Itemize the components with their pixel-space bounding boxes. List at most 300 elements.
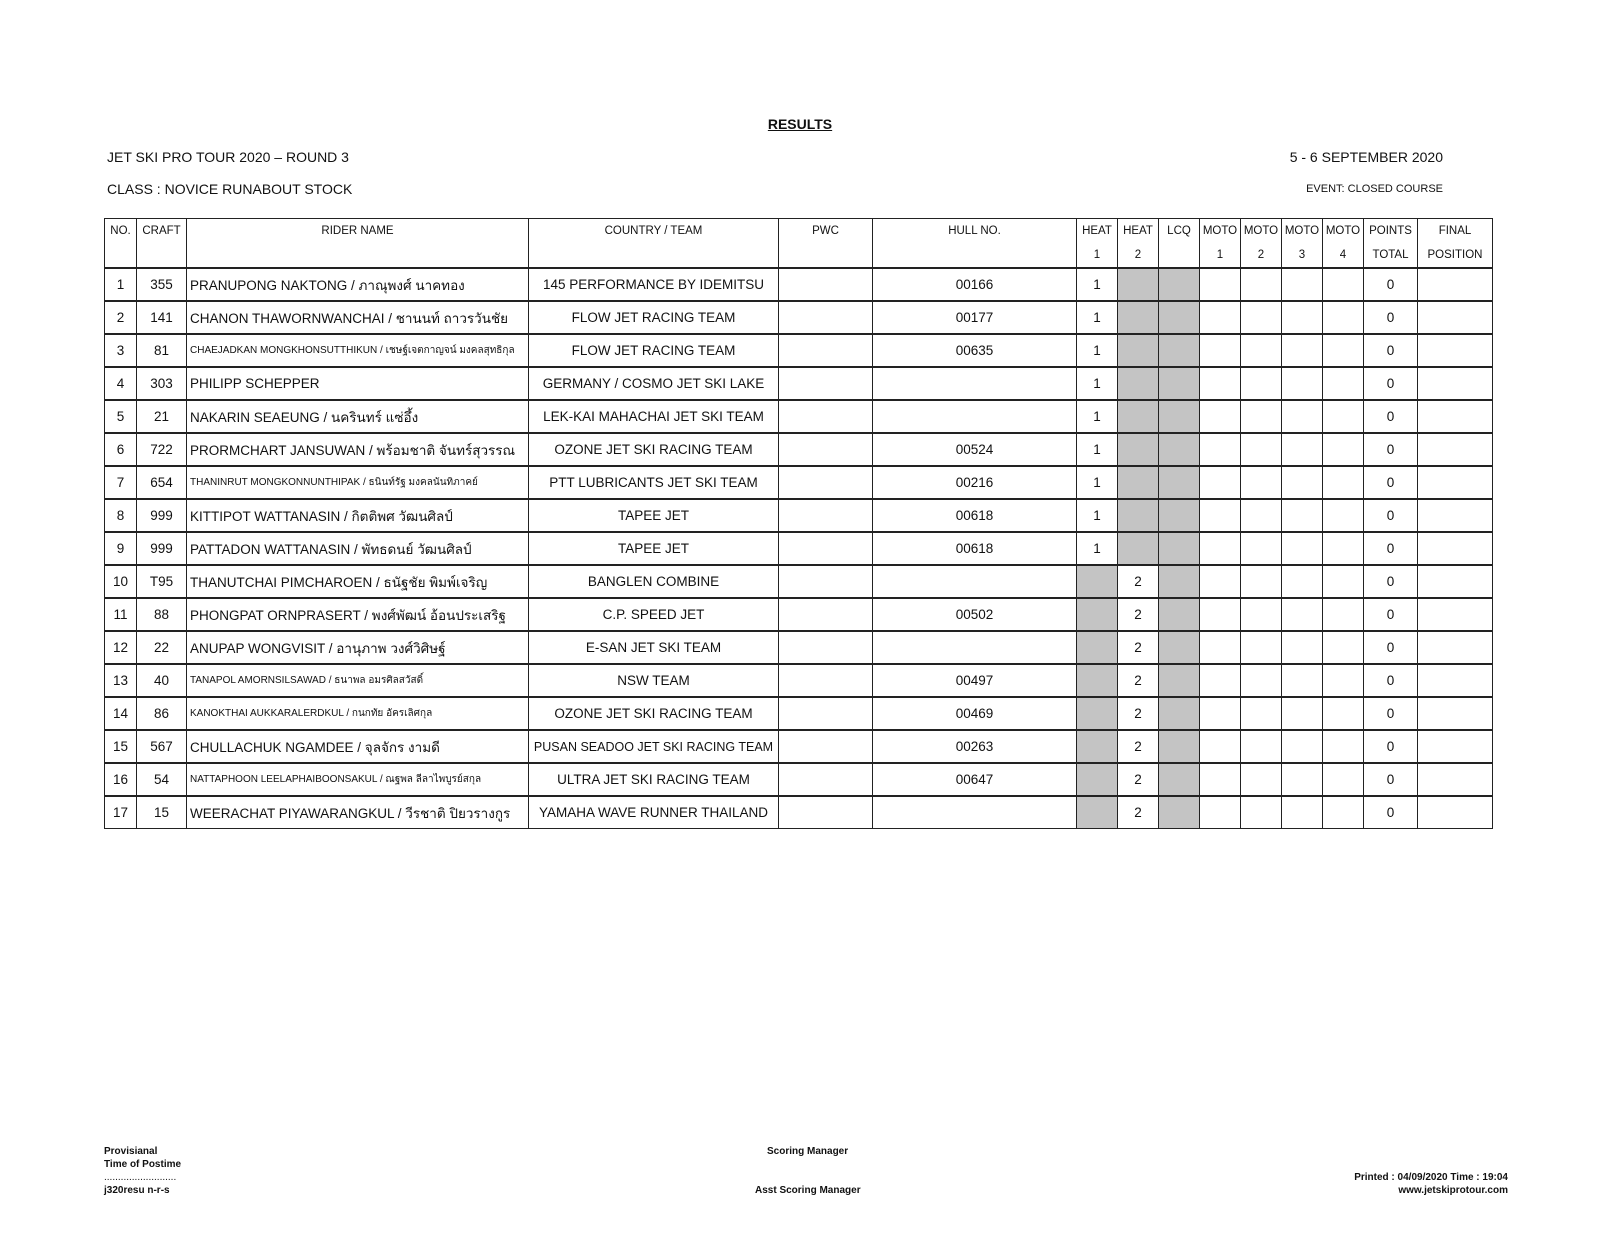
cell-pwc [779, 334, 873, 367]
cell-craft: 81 [137, 334, 187, 367]
cell-heat2 [1118, 433, 1159, 466]
cell-heat1: 1 [1077, 301, 1118, 334]
col-moto2: MOTO [1241, 219, 1282, 244]
cell-moto1 [1200, 400, 1241, 433]
col-lcq: LCQ [1159, 219, 1200, 244]
table-row [105, 268, 1493, 301]
cell-moto1 [1200, 631, 1241, 664]
cell-pwc [779, 400, 873, 433]
cell-heat2 [1118, 466, 1159, 499]
cell-moto1 [1200, 664, 1241, 697]
cell-heat1 [1077, 631, 1118, 664]
cell-final [1418, 763, 1493, 796]
cell-moto4 [1323, 433, 1364, 466]
col-hull: HULL NO. [873, 219, 1077, 244]
cell-points: 0 [1364, 664, 1418, 697]
cell-rider: THANINRUT MONGKONNUNTHIPAK / ธนินท์รัฐ มงคลนันทิภาคย์ [187, 466, 529, 499]
cell-pwc [779, 664, 873, 697]
cell-hull: 00524 [873, 433, 1077, 466]
cell-rider: KANOKTHAI AUKKARALERDKUL / กนกทัย อัครเลิศกุล [187, 697, 529, 730]
cell-rider: PATTADON WATTANASIN / พัทธดนย์ วัฒนศิลป์ [187, 532, 529, 565]
cell-team: BANGLEN COMBINE [529, 565, 779, 598]
table-row [105, 532, 1493, 565]
cell-moto2 [1241, 598, 1282, 631]
cell-hull: 00263 [873, 730, 1077, 763]
cell-final [1418, 466, 1493, 499]
cell-moto2 [1241, 763, 1282, 796]
cell-rider: TANAPOL AMORNSILSAWAD / ธนาพล อมรศิลสวัสดิ์ [187, 664, 529, 697]
cell-final [1418, 631, 1493, 664]
cell-hull: 00469 [873, 697, 1077, 730]
footer-provisional: Provisianal [104, 1146, 158, 1157]
cell-moto4 [1323, 697, 1364, 730]
cell-moto2 [1241, 499, 1282, 532]
cell-pwc [779, 631, 873, 664]
col-moto1-sub: 1 [1200, 243, 1241, 268]
cell-no: 9 [105, 532, 137, 565]
cell-moto1 [1200, 367, 1241, 400]
cell-craft: 355 [137, 268, 187, 301]
cell-craft: T95 [137, 565, 187, 598]
cell-pwc [779, 466, 873, 499]
cell-moto4 [1323, 565, 1364, 598]
cell-points: 0 [1364, 697, 1418, 730]
cell-points: 0 [1364, 268, 1418, 301]
event-date: 5 - 6 SEPTEMBER 2020 [1289, 149, 1443, 165]
cell-moto2 [1241, 796, 1282, 829]
cell-heat1: 1 [1077, 334, 1118, 367]
cell-rider: ANUPAP WONGVISIT / อานุภาพ วงศ์วิศิษฐ์ [187, 631, 529, 664]
col-final-sub: POSITION [1418, 243, 1493, 268]
cell-craft: 86 [137, 697, 187, 730]
cell-points: 0 [1364, 532, 1418, 565]
cell-moto4 [1323, 400, 1364, 433]
cell-moto4 [1323, 631, 1364, 664]
cell-points: 0 [1364, 796, 1418, 829]
cell-pwc [779, 697, 873, 730]
cell-points: 0 [1364, 565, 1418, 598]
cell-team: FLOW JET RACING TEAM [529, 334, 779, 367]
cell-moto4 [1323, 532, 1364, 565]
cell-heat2: 2 [1118, 598, 1159, 631]
cell-moto2 [1241, 400, 1282, 433]
cell-points: 0 [1364, 334, 1418, 367]
cell-moto3 [1282, 301, 1323, 334]
cell-hull: 00647 [873, 763, 1077, 796]
col-moto3-sub: 3 [1282, 243, 1323, 268]
table-row [105, 565, 1493, 598]
cell-final [1418, 334, 1493, 367]
cell-craft: 88 [137, 598, 187, 631]
cell-team: GERMANY / COSMO JET SKI LAKE [529, 367, 779, 400]
cell-no: 5 [105, 400, 137, 433]
cell-points: 0 [1364, 499, 1418, 532]
cell-heat2: 2 [1118, 697, 1159, 730]
event-name: JET SKI PRO TOUR 2020 – ROUND 3 [107, 149, 349, 165]
cell-team: OZONE JET SKI RACING TEAM [529, 697, 779, 730]
cell-pwc [779, 268, 873, 301]
cell-moto3 [1282, 334, 1323, 367]
table-row [105, 334, 1493, 367]
cell-moto1 [1200, 532, 1241, 565]
cell-team: OZONE JET SKI RACING TEAM [529, 433, 779, 466]
col-moto3: MOTO [1282, 219, 1323, 244]
cell-lcq [1159, 466, 1200, 499]
cell-moto2 [1241, 664, 1282, 697]
cell-moto1 [1200, 796, 1241, 829]
cell-team: 145 PERFORMANCE BY IDEMITSU [529, 268, 779, 301]
cell-pwc [779, 763, 873, 796]
cell-pwc [779, 301, 873, 334]
cell-moto4 [1323, 763, 1364, 796]
cell-final [1418, 301, 1493, 334]
cell-hull: 00635 [873, 334, 1077, 367]
cell-final [1418, 367, 1493, 400]
cell-points: 0 [1364, 631, 1418, 664]
cell-moto1 [1200, 499, 1241, 532]
cell-hull: 00166 [873, 268, 1077, 301]
cell-moto3 [1282, 400, 1323, 433]
cell-points: 0 [1364, 598, 1418, 631]
cell-craft: 567 [137, 730, 187, 763]
table-row [105, 763, 1493, 796]
footer-code: j320resu n-r-s [104, 1185, 170, 1196]
cell-points: 0 [1364, 400, 1418, 433]
cell-team: PTT LUBRICANTS JET SKI TEAM [529, 466, 779, 499]
cell-rider: CHAEJADKAN MONGKHONSUTTHIKUN / เชษฐ์เจตกาญจน์ มงคลสุทธิกุล [187, 334, 529, 367]
cell-points: 0 [1364, 367, 1418, 400]
document-title: RESULTS [767, 116, 833, 132]
cell-moto4 [1323, 730, 1364, 763]
cell-rider: WEERACHAT PIYAWARANGKUL / วีรชาติ ปิยวรางกูร [187, 796, 529, 829]
col-points-sub: TOTAL [1364, 243, 1418, 268]
cell-moto1 [1200, 730, 1241, 763]
cell-craft: 999 [137, 532, 187, 565]
table-row [105, 730, 1493, 763]
cell-craft: 303 [137, 367, 187, 400]
cell-hull [873, 367, 1077, 400]
cell-hull [873, 631, 1077, 664]
col-heat2-sub: 2 [1118, 243, 1159, 268]
cell-pwc [779, 565, 873, 598]
footer-asst-scoring-manager: Asst Scoring Manager [755, 1185, 861, 1196]
cell-rider: PRANUPONG NAKTONG / ภาณุพงศ์ นาคทอง [187, 268, 529, 301]
cell-heat2 [1118, 301, 1159, 334]
cell-moto2 [1241, 268, 1282, 301]
cell-pwc [779, 598, 873, 631]
cell-moto2 [1241, 466, 1282, 499]
cell-moto3 [1282, 598, 1323, 631]
cell-final [1418, 532, 1493, 565]
cell-hull [873, 400, 1077, 433]
cell-moto4 [1323, 268, 1364, 301]
cell-heat1 [1077, 763, 1118, 796]
cell-no: 3 [105, 334, 137, 367]
cell-moto3 [1282, 367, 1323, 400]
cell-hull [873, 565, 1077, 598]
cell-lcq [1159, 664, 1200, 697]
cell-team: C.P. SPEED JET [529, 598, 779, 631]
cell-hull [873, 796, 1077, 829]
cell-rider: NAKARIN SEAEUNG / นครินทร์ แซ่อึ้ง [187, 400, 529, 433]
cell-moto4 [1323, 796, 1364, 829]
cell-hull: 00497 [873, 664, 1077, 697]
cell-heat1 [1077, 730, 1118, 763]
cell-no: 11 [105, 598, 137, 631]
cell-moto4 [1323, 367, 1364, 400]
cell-heat1: 1 [1077, 400, 1118, 433]
table-row [105, 598, 1493, 631]
footer-website: www.jetskiprotour.com [1398, 1185, 1508, 1196]
col-no: NO. [105, 219, 137, 244]
cell-moto3 [1282, 796, 1323, 829]
cell-moto1 [1200, 334, 1241, 367]
footer-scoring-manager: Scoring Manager [767, 1146, 849, 1157]
footer-signature-line: .......................... [104, 1172, 177, 1183]
cell-pwc [779, 499, 873, 532]
cell-heat2: 2 [1118, 730, 1159, 763]
cell-no: 4 [105, 367, 137, 400]
cell-pwc [779, 367, 873, 400]
col-moto1: MOTO [1200, 219, 1241, 244]
cell-no: 8 [105, 499, 137, 532]
cell-moto1 [1200, 433, 1241, 466]
cell-team: TAPEE JET [529, 532, 779, 565]
table-row [105, 499, 1493, 532]
cell-rider: THANUTCHAI PIMCHAROEN / ธนัฐชัย พิมพ์เจริญ [187, 565, 529, 598]
footer-printed: Printed : 04/09/2020 Time : 19:04 [1354, 1172, 1508, 1183]
cell-craft: 15 [137, 796, 187, 829]
cell-moto3 [1282, 532, 1323, 565]
cell-moto2 [1241, 697, 1282, 730]
cell-rider: NATTAPHOON LEELAPHAIBOONSAKUL / ณฐพล ลีลาไพบูรย์สกุล [187, 763, 529, 796]
cell-team: NSW TEAM [529, 664, 779, 697]
cell-team: FLOW JET RACING TEAM [529, 301, 779, 334]
cell-heat2: 2 [1118, 796, 1159, 829]
results-body [105, 268, 1493, 829]
cell-no: 6 [105, 433, 137, 466]
cell-hull: 00216 [873, 466, 1077, 499]
cell-no: 1 [105, 268, 137, 301]
cell-heat2 [1118, 400, 1159, 433]
cell-lcq [1159, 763, 1200, 796]
cell-craft: 141 [137, 301, 187, 334]
col-moto2-sub: 2 [1241, 243, 1282, 268]
cell-lcq [1159, 301, 1200, 334]
cell-no: 14 [105, 697, 137, 730]
col-pwc: PWC [779, 219, 873, 244]
cell-no: 7 [105, 466, 137, 499]
cell-hull: 00177 [873, 301, 1077, 334]
cell-no: 15 [105, 730, 137, 763]
col-final: FINAL [1418, 219, 1493, 244]
cell-lcq [1159, 367, 1200, 400]
cell-heat2: 2 [1118, 565, 1159, 598]
cell-moto3 [1282, 763, 1323, 796]
cell-moto3 [1282, 730, 1323, 763]
cell-heat1 [1077, 664, 1118, 697]
cell-moto2 [1241, 565, 1282, 598]
col-rider-sub [187, 243, 529, 268]
col-moto4: MOTO [1323, 219, 1364, 244]
cell-heat1 [1077, 565, 1118, 598]
cell-craft: 722 [137, 433, 187, 466]
cell-moto4 [1323, 598, 1364, 631]
cell-final [1418, 499, 1493, 532]
cell-craft: 22 [137, 631, 187, 664]
cell-lcq [1159, 499, 1200, 532]
table-row [105, 631, 1493, 664]
col-team-sub [529, 243, 779, 268]
cell-moto1 [1200, 598, 1241, 631]
cell-moto4 [1323, 301, 1364, 334]
cell-team: YAMAHA WAVE RUNNER THAILAND [529, 796, 779, 829]
col-pwc-sub [779, 243, 873, 268]
cell-moto2 [1241, 532, 1282, 565]
cell-team: TAPEE JET [529, 499, 779, 532]
col-heat2: HEAT [1118, 219, 1159, 244]
cell-lcq [1159, 730, 1200, 763]
table-row [105, 664, 1493, 697]
cell-rider: CHANON THAWORNWANCHAI / ชานนท์ ถาวรวันชัย [187, 301, 529, 334]
table-row [105, 796, 1493, 829]
cell-heat2 [1118, 334, 1159, 367]
cell-heat2: 2 [1118, 664, 1159, 697]
cell-lcq [1159, 433, 1200, 466]
cell-points: 0 [1364, 763, 1418, 796]
cell-heat1 [1077, 697, 1118, 730]
results-table [104, 218, 1493, 829]
cell-hull: 00618 [873, 499, 1077, 532]
col-heat1: HEAT [1077, 219, 1118, 244]
col-moto4-sub: 4 [1323, 243, 1364, 268]
cell-pwc [779, 532, 873, 565]
cell-points: 0 [1364, 433, 1418, 466]
cell-moto1 [1200, 565, 1241, 598]
cell-final [1418, 796, 1493, 829]
cell-moto4 [1323, 466, 1364, 499]
col-lcq-sub [1159, 243, 1200, 268]
cell-lcq [1159, 400, 1200, 433]
cell-moto3 [1282, 466, 1323, 499]
cell-heat1 [1077, 796, 1118, 829]
cell-moto1 [1200, 301, 1241, 334]
col-team: COUNTRY / TEAM [529, 219, 779, 244]
cell-moto3 [1282, 631, 1323, 664]
cell-no: 12 [105, 631, 137, 664]
cell-lcq [1159, 598, 1200, 631]
cell-hull: 00618 [873, 532, 1077, 565]
cell-heat1 [1077, 598, 1118, 631]
footer-time-of-postime: Time of Postime [104, 1159, 182, 1170]
cell-heat1: 1 [1077, 268, 1118, 301]
cell-craft: 40 [137, 664, 187, 697]
cell-moto3 [1282, 697, 1323, 730]
cell-no: 16 [105, 763, 137, 796]
col-heat1-sub: 1 [1077, 243, 1118, 268]
cell-moto1 [1200, 697, 1241, 730]
cell-final [1418, 565, 1493, 598]
cell-lcq [1159, 631, 1200, 664]
cell-moto4 [1323, 334, 1364, 367]
cell-moto2 [1241, 730, 1282, 763]
cell-heat2: 2 [1118, 763, 1159, 796]
cell-moto1 [1200, 763, 1241, 796]
cell-moto4 [1323, 499, 1364, 532]
cell-final [1418, 697, 1493, 730]
cell-rider: PRORMCHART JANSUWAN / พร้อมชาติ จันทร์สุวรรณ [187, 433, 529, 466]
cell-moto3 [1282, 433, 1323, 466]
col-rider: RIDER NAME [187, 219, 529, 244]
cell-hull: 00502 [873, 598, 1077, 631]
cell-heat2 [1118, 268, 1159, 301]
cell-heat1: 1 [1077, 499, 1118, 532]
cell-points: 0 [1364, 730, 1418, 763]
cell-moto3 [1282, 565, 1323, 598]
cell-heat2 [1118, 367, 1159, 400]
cell-moto3 [1282, 268, 1323, 301]
cell-moto3 [1282, 499, 1323, 532]
cell-no: 2 [105, 301, 137, 334]
cell-pwc [779, 730, 873, 763]
cell-team: LEK-KAI MAHACHAI JET SKI TEAM [529, 400, 779, 433]
cell-moto2 [1241, 301, 1282, 334]
cell-moto2 [1241, 631, 1282, 664]
cell-heat1: 1 [1077, 532, 1118, 565]
cell-lcq [1159, 565, 1200, 598]
table-row [105, 697, 1493, 730]
cell-moto1 [1200, 466, 1241, 499]
cell-heat1: 1 [1077, 466, 1118, 499]
cell-no: 17 [105, 796, 137, 829]
table-row [105, 367, 1493, 400]
cell-team: ULTRA JET SKI RACING TEAM [529, 763, 779, 796]
cell-heat2: 2 [1118, 631, 1159, 664]
col-points: POINTS [1364, 219, 1418, 244]
cell-team: E-SAN JET SKI TEAM [529, 631, 779, 664]
cell-final [1418, 730, 1493, 763]
col-craft-sub [137, 243, 187, 268]
cell-craft: 54 [137, 763, 187, 796]
cell-rider: PHONGPAT ORNPRASERT / พงศ์พัฒน์ อ้อนประเสริฐ [187, 598, 529, 631]
cell-moto4 [1323, 664, 1364, 697]
cell-lcq [1159, 796, 1200, 829]
cell-heat2 [1118, 532, 1159, 565]
cell-rider: CHULLACHUK NGAMDEE / จุลจักร งามดี [187, 730, 529, 763]
cell-lcq [1159, 334, 1200, 367]
cell-pwc [779, 433, 873, 466]
cell-craft: 21 [137, 400, 187, 433]
cell-final [1418, 598, 1493, 631]
col-no-sub [105, 243, 137, 268]
col-craft: CRAFT [137, 219, 187, 244]
cell-craft: 999 [137, 499, 187, 532]
class-name: CLASS : NOVICE RUNABOUT STOCK [107, 181, 353, 197]
cell-lcq [1159, 532, 1200, 565]
event-type: EVENT: CLOSED COURSE [1306, 183, 1443, 195]
table-row [105, 466, 1493, 499]
cell-moto3 [1282, 664, 1323, 697]
cell-heat1: 1 [1077, 367, 1118, 400]
cell-no: 13 [105, 664, 137, 697]
table-row [105, 400, 1493, 433]
cell-moto2 [1241, 433, 1282, 466]
cell-rider: PHILIPP SCHEPPER [187, 367, 529, 400]
cell-pwc [779, 796, 873, 829]
col-hull-sub [873, 243, 1077, 268]
cell-heat1: 1 [1077, 433, 1118, 466]
cell-moto2 [1241, 367, 1282, 400]
